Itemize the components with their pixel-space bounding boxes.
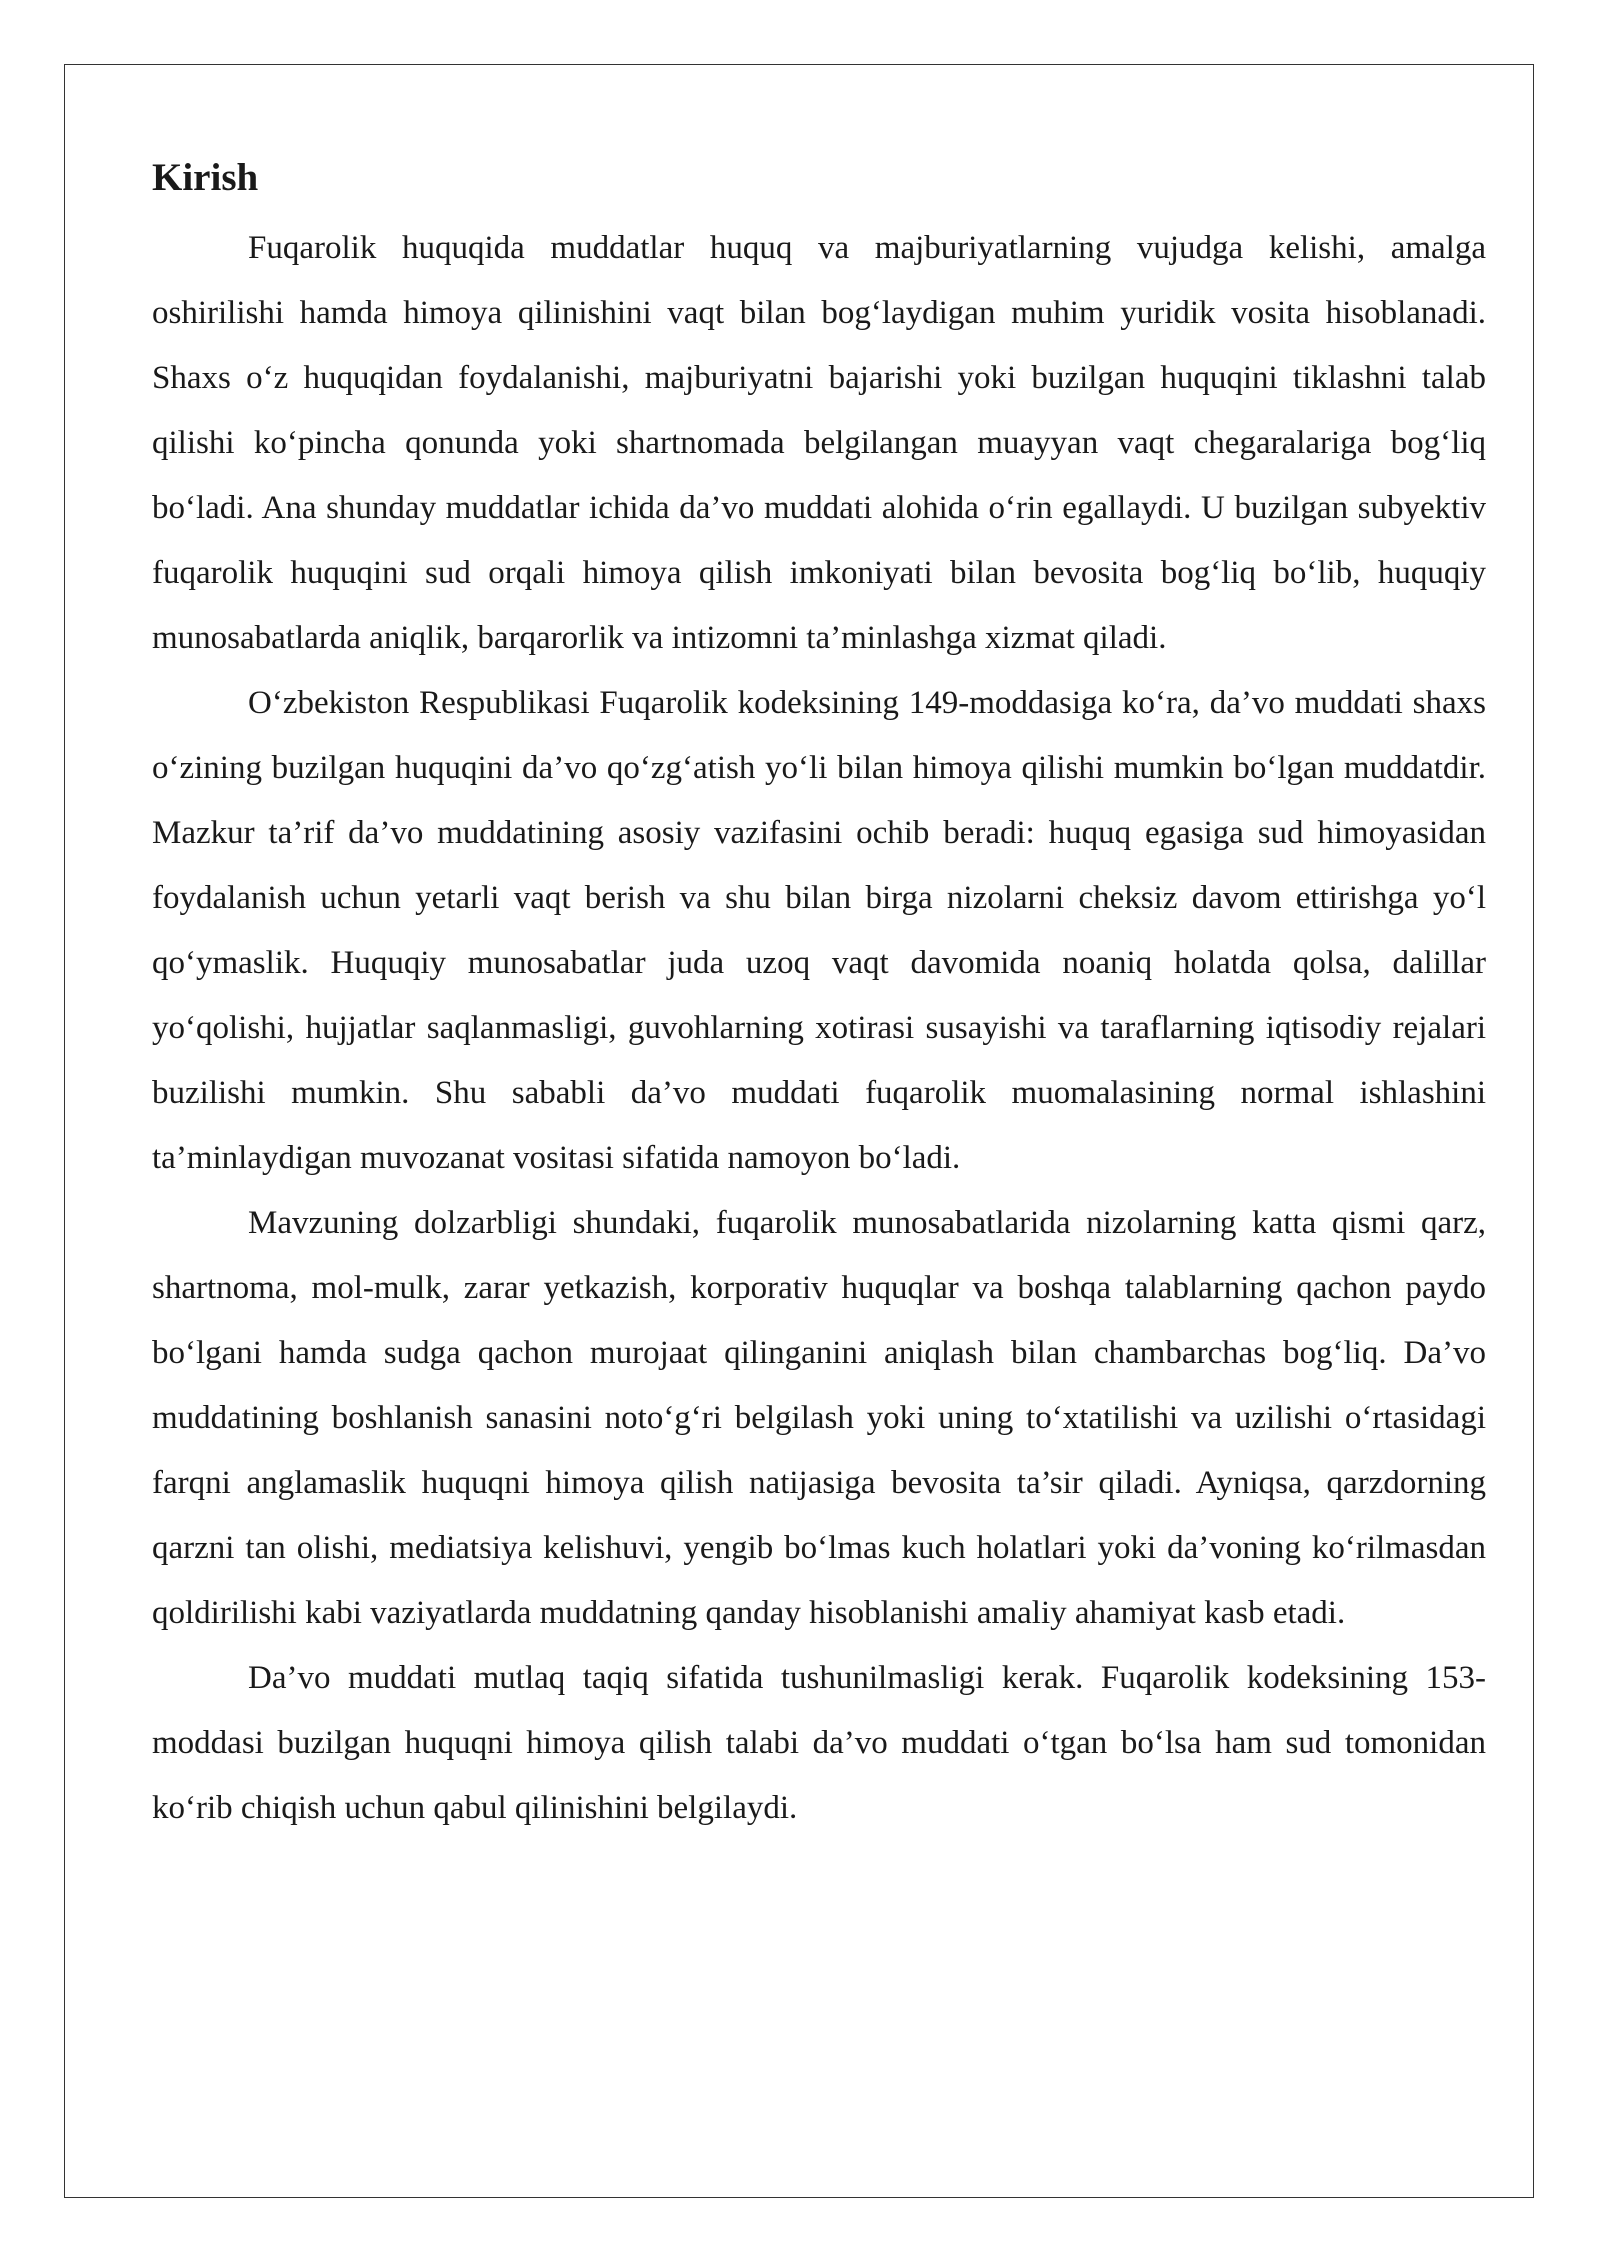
paragraph-2: O‘zbekiston Respublikasi Fuqarolik kodeksining 149-moddasiga ko‘ra, da’vo muddati shaxs o‘zining buzilgan huquqini da’vo qo‘zg‘atish yo‘li bilan himoya qilishi mumkin bo‘lgan muddatdir. Mazkur ta’rif da’vo muddatining asosiy vazifasini ochib beradi: huquq egasiga sud himoyasidan foydalanish uchun yetarli vaqt berish va shu bilan birga nizolarni cheksiz davom ettirishga yo‘l qo‘ymaslik. Huquqiy munosabatlar juda uzoq vaqt davomida noaniq holatda qolsa, dalillar yo‘qolishi, hujjatlar saqlanmasligi, guvohlarning xotirasi susayishi va taraflarning iqtisodiy rejalari buzilishi mumkin. Shu sababli da’vo muddati fuqarolik muomalasining normal ishlashini ta’minlaydigan muvozanat vositasi sifatida namoyon bo‘ladi. [152,685,1486,1176]
section-heading: Kirish [152,156,259,199]
paragraph-1: Fuqarolik huquqida muddatlar huquq va majburiyatlarning vujudga kelishi, amalga oshirilishi hamda himoya qilinishini vaqt bilan bog‘laydigan muhim yuridik vosita hisoblanadi. Shaxs o‘z huquqidan foydalanishi, majburiyatni bajarishi yoki buzilgan huquqini tiklashni talab qilishi ko‘pincha qonunda yoki shartnomada belgilangan muayyan vaqt chegaralariga bog‘liq bo‘ladi. Ana shunday muddatlar ichida da’vo muddati alohida o‘rin egallaydi. U buzilgan subyektiv fuqarolik huquqini sud orqali himoya qilish imkoniyati bilan bevosita bog‘liq bo‘lib, huquqiy munosabatlarda aniqlik, barqarorlik va intizomni ta’minlashga xizmat qiladi. [152,230,1486,656]
document-body [152,150,1486,1841]
paragraph-3: Mavzuning dolzarbligi shundaki, fuqarolik munosabatlarida nizolarning katta qismi qarz, shartnoma, mol-mulk, zarar yetkazish, korporativ huquqlar va boshqa talablarning qachon paydo bo‘lgani hamda sudga qachon murojaat qilinganini aniqlash bilan chambarchas bog‘liq. Da’vo muddatining boshlanish sanasini noto‘g‘ri belgilash yoki uning to‘xtatilishi va uzilishi o‘rtasidagi farqni anglamaslik huquqni himoya qilish natijasiga bevosita ta’sir qiladi. Ayniqsa, qarzdorning qarzni tan olishi, mediatsiya kelishuvi, yengib bo‘lmas kuch holatlari yoki da’voning ko‘rilmasdan qoldirilishi kabi vaziyatlarda muddatning qanday hisoblanishi amaliy ahamiyat kasb etadi. [152,1205,1486,1631]
paragraph-4: Da’vo muddati mutlaq taqiq sifatida tushunilmasligi kerak. Fuqarolik kodeksining 153-moddasi buzilgan huquqni himoya qilish talabi da’vo muddati o‘tgan bo‘lsa ham sud tomonidan ko‘rib chiqish uchun qabul qilinishini belgilaydi. [152,1660,1486,1826]
